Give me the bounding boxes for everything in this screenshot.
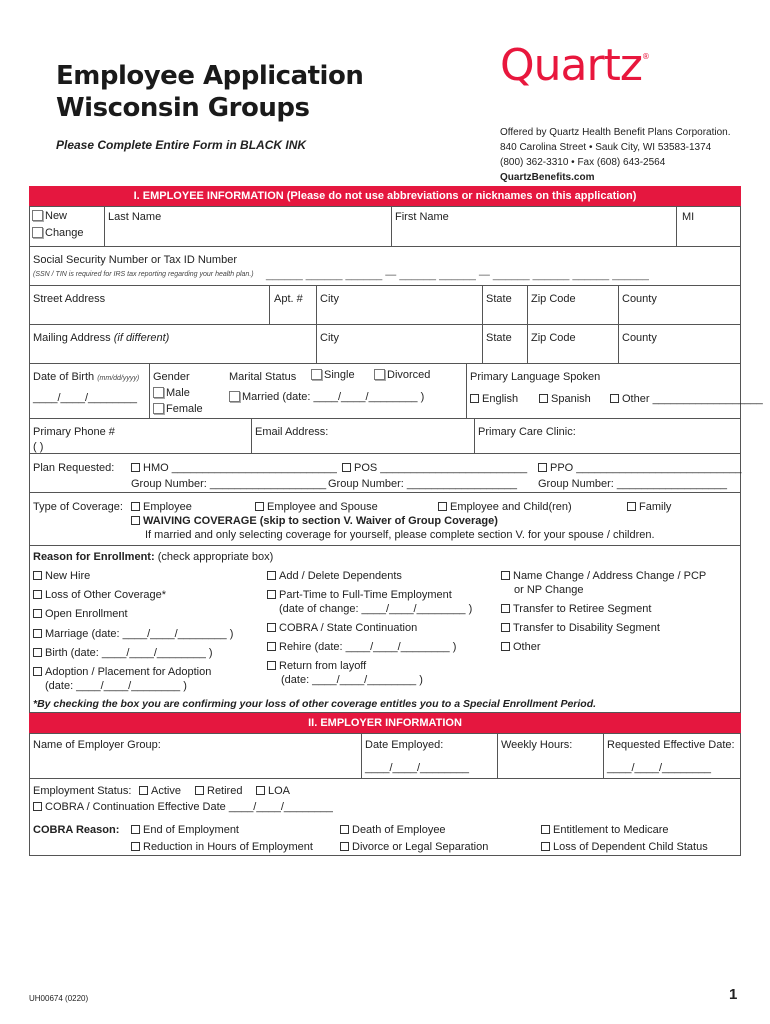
english-checkbox[interactable]: English: [470, 393, 518, 405]
active-checkbox[interactable]: Active: [139, 785, 181, 797]
mailing-county-field[interactable]: County: [622, 332, 657, 344]
quartz-logo: [500, 40, 649, 91]
mailing-address-field[interactable]: Mailing Address (if different): [33, 332, 170, 344]
hmo-group-number[interactable]: Group Number: ___________________: [131, 478, 327, 490]
last-name-field[interactable]: Last Name: [108, 211, 162, 223]
new-hire-checkbox[interactable]: New Hire: [33, 570, 90, 582]
retired-checkbox[interactable]: Retired: [195, 785, 242, 797]
birth-checkbox[interactable]: Birth (date: ____/____/________ ): [33, 647, 213, 659]
marriage-checkbox[interactable]: Marriage (date: ____/____/________ ): [33, 628, 233, 640]
female-checkbox[interactable]: Female: [153, 403, 203, 415]
loa-checkbox[interactable]: LOA: [256, 785, 290, 797]
part-time-checkbox[interactable]: Part-Time to Full-Time Employment: [267, 589, 452, 601]
phone-input[interactable]: ( ): [33, 441, 44, 453]
waiving-note: If married and only selecting coverage for yourself, please complete section V. for your spouse / children.: [145, 529, 655, 541]
employee-info-section: [29, 206, 763, 713]
page-title: [56, 60, 363, 124]
mi-field[interactable]: MI: [682, 211, 695, 223]
type-coverage-label: Type of Coverage:: [33, 501, 123, 513]
registered-mark: ®: [641, 52, 649, 61]
employer-info-section: [29, 733, 741, 856]
zip-field[interactable]: Zip Code: [531, 293, 576, 305]
effective-date-input[interactable]: ____/____/________: [607, 762, 711, 774]
return-layoff-checkbox[interactable]: Return from layoff: [267, 660, 366, 672]
medicare-checkbox[interactable]: Entitlement to Medicare: [541, 824, 669, 836]
dob-input[interactable]: ____/____/________: [33, 392, 137, 404]
title-line-1: Employee Application: [56, 61, 364, 91]
return-layoff-date[interactable]: (date: ____/____/________ ): [281, 674, 423, 686]
date-employed-label: Date Employed:: [365, 739, 444, 751]
add-delete-checkbox[interactable]: Add / Delete Dependents: [267, 570, 402, 582]
county-field[interactable]: County: [622, 293, 657, 305]
retiree-segment-checkbox[interactable]: Transfer to Retiree Segment: [501, 603, 651, 615]
ssn-note: (SSN / TIN is required for IRS tax reporting regarding your health plan.): [33, 271, 254, 278]
cobra-reason-label: COBRA Reason:: [33, 824, 120, 836]
phone-label: Primary Phone #: [33, 426, 115, 438]
mailing-zip-field[interactable]: Zip Code: [531, 332, 576, 344]
plan-requested-label: Plan Requested:: [33, 462, 115, 474]
open-enrollment-checkbox[interactable]: Open Enrollment: [33, 608, 128, 620]
name-change-line2: or NP Change: [514, 584, 584, 596]
ppo-group-number[interactable]: Group Number: __________________: [538, 478, 727, 490]
pos-group-number[interactable]: Group Number: __________________: [328, 478, 517, 490]
section2-header: II. EMPLOYER INFORMATION: [29, 713, 741, 733]
street-address-field[interactable]: Street Address: [33, 293, 106, 305]
dob-label: Date of Birth (mm/dd/yyyy): [33, 371, 140, 383]
ppo-checkbox[interactable]: PPO ___________________________: [538, 462, 741, 474]
date-employed-input[interactable]: ____/____/________: [365, 762, 469, 774]
adoption-checkbox[interactable]: Adoption / Placement for Adoption: [33, 666, 211, 678]
cobra-continuation-checkbox[interactable]: COBRA / Continuation Effective Date ____/____/________: [33, 801, 333, 813]
single-checkbox[interactable]: Single: [311, 369, 355, 381]
address-line-2: 840 Carolina Street • Sauk City, WI 53583-1374: [500, 142, 712, 153]
part-time-date[interactable]: (date of change: ____/____/________ ): [279, 603, 473, 615]
address-line-1: Offered by Quartz Health Benefit Plans Corporation.: [500, 127, 731, 138]
state-field[interactable]: State: [486, 293, 512, 305]
mailing-state-field[interactable]: State: [486, 332, 512, 344]
new-checkbox[interactable]: New: [32, 210, 67, 222]
loss-other-coverage-checkbox[interactable]: Loss of Other Coverage*: [33, 589, 166, 601]
spanish-checkbox[interactable]: Spanish: [539, 393, 591, 405]
employee-checkbox[interactable]: Employee: [131, 501, 192, 513]
name-change-checkbox[interactable]: Name Change / Address Change / PCP: [501, 570, 706, 582]
family-checkbox[interactable]: Family: [627, 501, 671, 513]
title-line-2: Wisconsin Groups: [56, 93, 310, 123]
male-checkbox[interactable]: Male: [153, 387, 190, 399]
reason-label: Reason for Enrollment: (check appropriate box): [33, 551, 274, 563]
special-enrollment-footnote: *By checking the box you are confirming your loss of other coverage entitles you to a Special Enrollment Period.: [33, 698, 597, 710]
first-name-field[interactable]: First Name: [395, 211, 449, 223]
other-reason-checkbox[interactable]: Other: [501, 641, 541, 653]
divorced-checkbox[interactable]: Divorced: [374, 369, 430, 381]
married-checkbox[interactable]: Married (date: ____/____/________ ): [229, 391, 424, 403]
adoption-date[interactable]: (date: ____/____/________ ): [45, 680, 187, 692]
gender-label: Gender: [153, 371, 190, 383]
other-language-checkbox[interactable]: Other __________________: [610, 393, 763, 405]
cobra-state-checkbox[interactable]: COBRA / State Continuation: [267, 622, 417, 634]
city-field[interactable]: City: [320, 293, 339, 305]
effective-date-label: Requested Effective Date:: [607, 739, 735, 751]
email-field[interactable]: Email Address:: [255, 426, 329, 438]
language-label: Primary Language Spoken: [470, 371, 601, 383]
change-checkbox[interactable]: Change: [32, 227, 84, 239]
disability-segment-checkbox[interactable]: Transfer to Disability Segment: [501, 622, 660, 634]
page-number: 1: [729, 986, 738, 1003]
subtitle: Please Complete Entire Form in BLACK INK: [56, 138, 307, 152]
end-employment-checkbox[interactable]: End of Employment: [131, 824, 239, 836]
ssn-input[interactable]: ______ ______ ______ — ______ ______ — ______ ______ ______ ______: [266, 269, 649, 281]
section1-header: I. EMPLOYEE INFORMATION (Please do not use abbreviations or nicknames on this application): [29, 186, 741, 206]
employer-group-field[interactable]: Name of Employer Group:: [33, 739, 161, 751]
form-code: UH00674 (0220): [29, 994, 89, 1003]
loss-dependent-checkbox[interactable]: Loss of Dependent Child Status: [541, 841, 708, 853]
apt-field[interactable]: Apt. #: [274, 293, 303, 305]
logo-text: Quartz: [500, 40, 642, 91]
pos-checkbox[interactable]: POS ________________________: [342, 462, 527, 474]
reduction-hours-checkbox[interactable]: Reduction in Hours of Employment: [131, 841, 313, 853]
address-line-3: (800) 362-3310 • Fax (608) 643-2564: [500, 157, 666, 168]
clinic-field[interactable]: Primary Care Clinic:: [478, 426, 576, 438]
ssn-label: Social Security Number or Tax ID Number: [33, 254, 237, 266]
company-address: [500, 125, 731, 185]
website: QuartzBenefits.com: [500, 172, 595, 183]
employment-status-label: Employment Status:: [33, 785, 132, 797]
employee-children-checkbox[interactable]: Employee and Child(ren): [438, 501, 572, 513]
death-employee-checkbox[interactable]: Death of Employee: [340, 824, 446, 836]
marital-status-label: Marital Status: [229, 371, 297, 383]
employee-spouse-checkbox[interactable]: Employee and Spouse: [255, 501, 378, 513]
rehire-checkbox[interactable]: Rehire (date: ____/____/________ ): [267, 641, 456, 653]
hmo-checkbox[interactable]: HMO ___________________________: [131, 462, 337, 474]
waiving-coverage-checkbox[interactable]: WAIVING COVERAGE (skip to section V. Waiver of Group Coverage): [131, 515, 498, 527]
weekly-hours-field[interactable]: Weekly Hours:: [501, 739, 573, 751]
mailing-city-field[interactable]: City: [320, 332, 339, 344]
divorce-checkbox[interactable]: Divorce or Legal Separation: [340, 841, 488, 853]
